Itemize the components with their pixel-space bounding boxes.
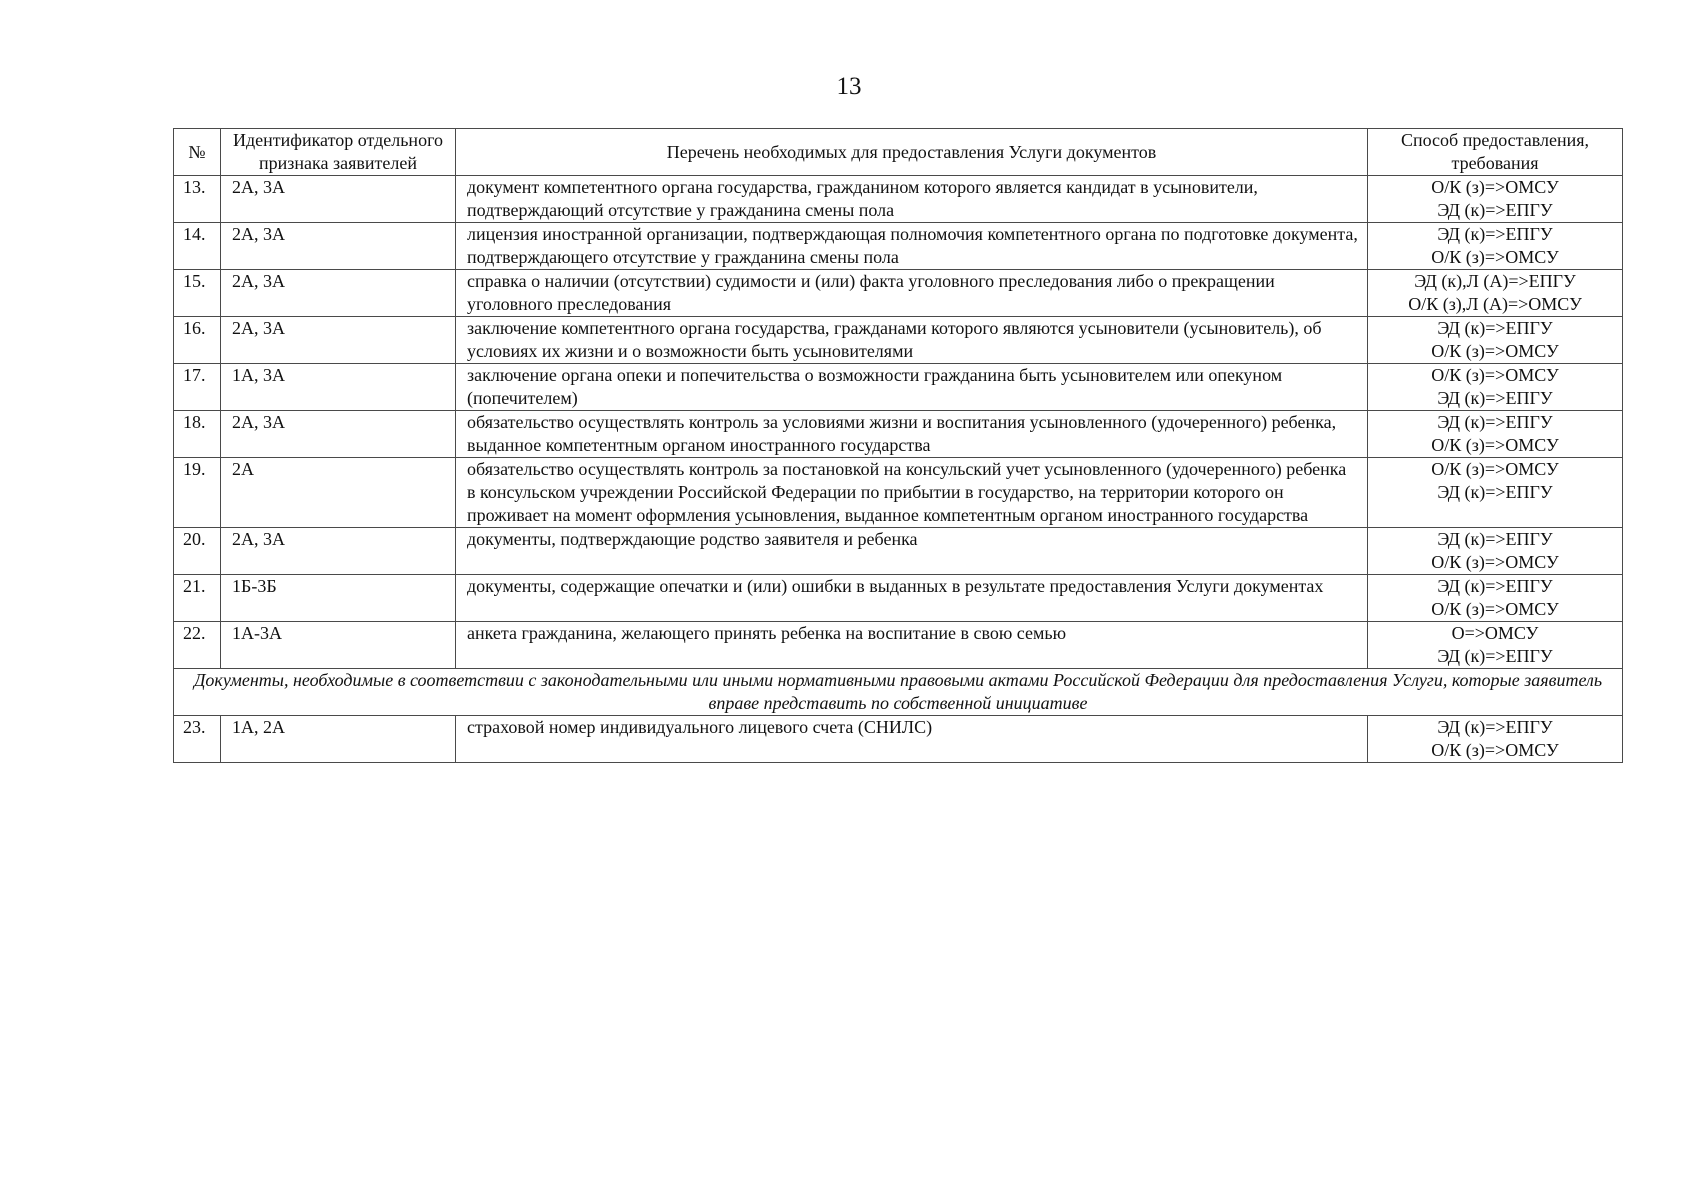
table-row	[174, 575, 1623, 622]
section-heading: Документы, необходимые в соответствии с законодательными или иными нормативными правовыми актами Российской Федерации для предоставления Услуги, которые заявитель вправе представить по собственной инициативе	[174, 669, 1623, 716]
table-row	[174, 364, 1623, 411]
row-number: 22.	[174, 622, 221, 669]
submission-method: ЭД (к)=>ЕПГУ	[1437, 717, 1553, 737]
document-description: документы, содержащие опечатки и (или) ошибки в выданных в результате предоставления Услуги документах	[456, 575, 1368, 622]
document-description: документ компетентного органа государства, гражданином которого является кандидат в усыновители, подтверждающий отсутствие у гражданина смены пола	[456, 176, 1368, 223]
submission-method: ЭД (к),Л (А)=>ЕПГУ	[1414, 271, 1576, 291]
document-description: анкета гражданина, желающего принять ребенка на воспитание в свою семью	[456, 622, 1368, 669]
row-number: 21.	[174, 575, 221, 622]
submission-method: О/К (з)=>ОМСУ	[1431, 177, 1559, 197]
row-number: 17.	[174, 364, 221, 411]
submission-method: О/К (з)=>ОМСУ	[1431, 552, 1559, 572]
submission-methods	[1368, 575, 1623, 622]
submission-method: ЭД (к)=>ЕПГУ	[1437, 318, 1553, 338]
submission-methods	[1368, 270, 1623, 317]
submission-methods	[1368, 716, 1623, 763]
document-description: документы, подтверждающие родство заявителя и ребенка	[456, 528, 1368, 575]
table-row	[174, 317, 1623, 364]
document-description: заключение органа опеки и попечительства о возможности гражданина быть усыновителем или опекуном (попечителем)	[456, 364, 1368, 411]
header-method: Способ предоставления, требования	[1368, 129, 1623, 176]
applicant-identifier: 2А, 3А	[221, 223, 456, 270]
document-description: обязательство осуществлять контроль за постановкой на консульский учет усыновленного (удочеренного) ребенка в консульском учреждении Российской Федерации по прибытии в государство, на территории которого он проживает на момент оформления усыновления, выданное компетентным органом иностранного государства	[456, 458, 1368, 528]
document-description: обязательство осуществлять контроль за условиями жизни и воспитания усыновленного (удочеренного) ребенка, выданное компетентным органом иностранного государства	[456, 411, 1368, 458]
table-body-after-section	[174, 716, 1623, 763]
submission-methods	[1368, 458, 1623, 528]
document-description: лицензия иностранной организации, подтверждающая полномочия компетентного органа по подготовке документа, подтверждающего отсутствие у гражданина смены пола	[456, 223, 1368, 270]
table-row	[174, 176, 1623, 223]
document-description: справка о наличии (отсутствии) судимости и (или) факта уголовного преследования либо о прекращении уголовного преследования	[456, 270, 1368, 317]
row-number: 13.	[174, 176, 221, 223]
table-row	[174, 528, 1623, 575]
table-row	[174, 223, 1623, 270]
row-number: 20.	[174, 528, 221, 575]
header-identifier: Идентификатор отдельного признака заявителей	[221, 129, 456, 176]
row-number: 15.	[174, 270, 221, 317]
table-body-before-section	[174, 176, 1623, 669]
row-number: 16.	[174, 317, 221, 364]
submission-method: ЭД (к)=>ЕПГУ	[1437, 529, 1553, 549]
applicant-identifier: 2А, 3А	[221, 317, 456, 364]
submission-method: О/К (з),Л (А)=>ОМСУ	[1408, 294, 1582, 314]
document-description: заключение компетентного органа государства, гражданами которого являются усыновители (усыновитель), об условиях их жизни и о возможности быть усыновителями	[456, 317, 1368, 364]
submission-method: ЭД (к)=>ЕПГУ	[1437, 200, 1553, 220]
header-num: №	[174, 129, 221, 176]
submission-method: О/К (з)=>ОМСУ	[1431, 599, 1559, 619]
applicant-identifier: 1Б-3Б	[221, 575, 456, 622]
applicant-identifier: 1А, 3А	[221, 364, 456, 411]
table-header-row	[174, 129, 1623, 176]
submission-method: ЭД (к)=>ЕПГУ	[1437, 224, 1553, 244]
submission-method: О/К (з)=>ОМСУ	[1431, 365, 1559, 385]
header-documents: Перечень необходимых для предоставления Услуги документов	[456, 129, 1368, 176]
section-heading-row	[174, 669, 1623, 716]
submission-method: О/К (з)=>ОМСУ	[1431, 341, 1559, 361]
table-row	[174, 458, 1623, 528]
row-number: 18.	[174, 411, 221, 458]
table-row	[174, 270, 1623, 317]
submission-method: О/К (з)=>ОМСУ	[1431, 459, 1559, 479]
document-description: страховой номер индивидуального лицевого счета (СНИЛС)	[456, 716, 1368, 763]
row-number: 19.	[174, 458, 221, 528]
row-number: 14.	[174, 223, 221, 270]
submission-methods	[1368, 528, 1623, 575]
submission-methods	[1368, 411, 1623, 458]
applicant-identifier: 1А-3А	[221, 622, 456, 669]
applicant-identifier: 2А, 3А	[221, 270, 456, 317]
page-number: 13	[836, 73, 862, 100]
submission-method: О/К (з)=>ОМСУ	[1431, 740, 1559, 760]
applicant-identifier: 2А, 3А	[221, 411, 456, 458]
table-row	[174, 622, 1623, 669]
applicant-identifier: 1А, 2А	[221, 716, 456, 763]
row-number: 23.	[174, 716, 221, 763]
submission-method: ЭД (к)=>ЕПГУ	[1437, 388, 1553, 408]
documents-table	[173, 128, 1623, 763]
submission-method: О/К (з)=>ОМСУ	[1431, 435, 1559, 455]
submission-methods	[1368, 622, 1623, 669]
submission-method: ЭД (к)=>ЕПГУ	[1437, 412, 1553, 432]
table-row	[174, 411, 1623, 458]
submission-method: ЭД (к)=>ЕПГУ	[1437, 646, 1553, 666]
submission-method: ЭД (к)=>ЕПГУ	[1437, 482, 1553, 502]
submission-methods	[1368, 176, 1623, 223]
applicant-identifier: 2А, 3А	[221, 528, 456, 575]
submission-method: ЭД (к)=>ЕПГУ	[1437, 576, 1553, 596]
submission-methods	[1368, 317, 1623, 364]
section-heading-body	[174, 669, 1623, 716]
applicant-identifier: 2А, 3А	[221, 176, 456, 223]
applicant-identifier: 2А	[221, 458, 456, 528]
submission-methods	[1368, 364, 1623, 411]
submission-methods	[1368, 223, 1623, 270]
submission-method: О/К (з)=>ОМСУ	[1431, 247, 1559, 267]
table-row	[174, 716, 1623, 763]
submission-method: О=>ОМСУ	[1451, 623, 1539, 643]
